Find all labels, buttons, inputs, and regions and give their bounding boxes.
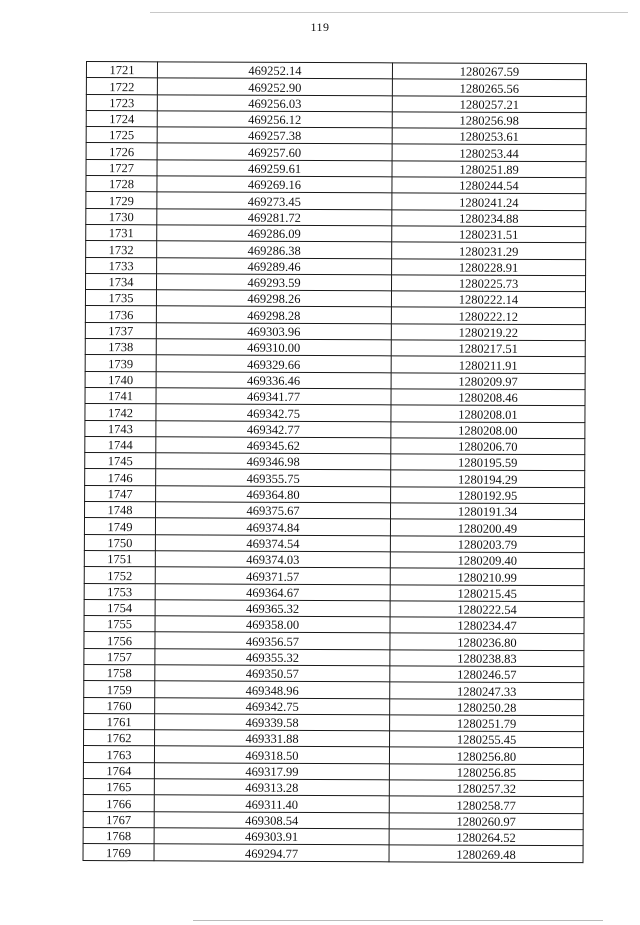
y-coordinate-cell: 1280257.21 (392, 95, 586, 112)
x-coordinate-cell: 469342.77 (156, 420, 391, 437)
point-number-cell: 1739 (85, 355, 156, 372)
y-coordinate-cell: 1280250.28 (390, 698, 584, 715)
y-coordinate-cell: 1280222.54 (390, 601, 584, 618)
point-number-cell: 1761 (84, 713, 155, 730)
x-coordinate-cell: 469331.88 (155, 730, 390, 747)
x-coordinate-cell: 469298.28 (156, 306, 391, 323)
x-coordinate-cell: 469355.32 (155, 648, 390, 665)
x-coordinate-cell: 469345.62 (156, 437, 391, 454)
point-number-cell: 1748 (85, 502, 156, 519)
point-number-cell: 1764 (83, 762, 154, 779)
point-number-cell: 1726 (86, 143, 157, 160)
y-coordinate-cell: 1280208.00 (391, 421, 585, 438)
point-number-cell: 1757 (84, 648, 155, 665)
x-coordinate-cell: 469259.61 (157, 160, 392, 177)
point-number-cell: 1751 (84, 550, 155, 567)
x-coordinate-cell: 469374.54 (155, 534, 390, 551)
y-coordinate-cell: 1280256.98 (392, 112, 586, 129)
x-coordinate-cell: 469364.67 (155, 583, 390, 600)
point-number-cell: 1746 (85, 469, 156, 486)
point-number-cell: 1762 (84, 730, 155, 747)
x-coordinate-cell: 469286.38 (157, 241, 392, 258)
x-coordinate-cell: 469293.59 (157, 274, 392, 291)
point-number-cell: 1745 (85, 453, 156, 470)
y-coordinate-cell: 1280191.34 (391, 503, 585, 520)
y-coordinate-cell: 1280208.01 (391, 405, 585, 422)
x-coordinate-cell: 469257.38 (157, 127, 392, 144)
x-coordinate-cell: 469313.28 (154, 779, 389, 796)
point-number-cell: 1736 (85, 306, 156, 323)
point-number-cell: 1737 (85, 322, 156, 339)
point-number-cell: 1722 (86, 78, 157, 95)
y-coordinate-cell: 1280210.99 (390, 568, 584, 585)
scan-top-edge-line (150, 12, 628, 13)
point-number-cell: 1741 (85, 387, 156, 404)
point-number-cell: 1743 (85, 420, 156, 437)
point-number-cell: 1740 (85, 371, 156, 388)
point-number-cell: 1733 (86, 257, 157, 274)
page-number: 119 (310, 20, 330, 34)
x-coordinate-cell: 469252.90 (157, 78, 392, 95)
y-coordinate-cell: 1280238.83 (390, 650, 584, 667)
x-coordinate-cell: 469318.50 (154, 746, 389, 763)
x-coordinate-cell: 469365.32 (155, 600, 390, 617)
y-coordinate-cell: 1280241.24 (392, 193, 586, 210)
y-coordinate-cell: 1280209.40 (390, 552, 584, 569)
y-coordinate-cell: 1280215.45 (390, 584, 584, 601)
point-number-cell: 1742 (85, 404, 156, 421)
x-coordinate-cell: 469289.46 (157, 257, 392, 274)
y-coordinate-cell: 1280231.29 (392, 242, 586, 259)
y-coordinate-cell: 1280234.47 (390, 617, 584, 634)
point-number-cell: 1738 (85, 339, 156, 356)
y-coordinate-cell: 1280251.79 (390, 715, 584, 732)
point-number-cell: 1732 (86, 241, 157, 258)
point-number-cell: 1730 (86, 208, 157, 225)
x-coordinate-cell: 469317.99 (154, 763, 389, 780)
point-number-cell: 1744 (85, 436, 156, 453)
coordinates-table-body (83, 62, 586, 863)
point-number-cell: 1769 (83, 844, 154, 861)
x-coordinate-cell: 469298.26 (156, 290, 391, 307)
x-coordinate-cell: 469256.03 (157, 94, 392, 111)
x-coordinate-cell: 469348.96 (155, 681, 390, 698)
y-coordinate-cell: 1280253.61 (392, 128, 586, 145)
y-coordinate-cell: 1280258.77 (389, 796, 583, 813)
point-number-cell: 1768 (83, 827, 154, 844)
x-coordinate-cell: 469350.57 (155, 665, 390, 682)
y-coordinate-cell: 1280251.89 (392, 161, 586, 178)
coordinates-table (83, 61, 587, 863)
x-coordinate-cell: 469273.45 (157, 192, 392, 209)
y-coordinate-cell: 1280264.52 (389, 829, 583, 846)
y-coordinate-cell: 1280217.51 (391, 340, 585, 357)
point-number-cell: 1755 (84, 616, 155, 633)
coordinates-table-container (83, 61, 585, 863)
y-coordinate-cell: 1280222.14 (391, 291, 585, 308)
x-coordinate-cell: 469374.03 (155, 551, 390, 568)
point-number-cell: 1721 (86, 62, 157, 79)
x-coordinate-cell: 469371.57 (155, 567, 390, 584)
y-coordinate-cell: 1280225.73 (391, 275, 585, 292)
y-coordinate-cell: 1280260.97 (389, 812, 583, 829)
x-coordinate-cell: 469286.09 (157, 225, 392, 242)
x-coordinate-cell: 469303.91 (154, 828, 389, 845)
y-coordinate-cell: 1280200.49 (390, 519, 584, 536)
point-number-cell: 1749 (84, 518, 155, 535)
y-coordinate-cell: 1280267.59 (392, 63, 586, 80)
point-number-cell: 1767 (83, 811, 154, 828)
y-coordinate-cell: 1280244.54 (392, 177, 586, 194)
x-coordinate-cell: 469346.98 (156, 453, 391, 470)
y-coordinate-cell: 1280208.46 (391, 389, 585, 406)
table-row (83, 844, 583, 862)
x-coordinate-cell: 469310.00 (156, 339, 391, 356)
y-coordinate-cell: 1280195.59 (391, 454, 585, 471)
point-number-cell: 1760 (84, 697, 155, 714)
x-coordinate-cell: 469257.60 (157, 143, 392, 160)
point-number-cell: 1756 (84, 632, 155, 649)
x-coordinate-cell: 469358.00 (155, 616, 390, 633)
point-number-cell: 1731 (86, 224, 157, 241)
y-coordinate-cell: 1280246.57 (390, 666, 584, 683)
point-number-cell: 1725 (86, 127, 157, 144)
y-coordinate-cell: 1280231.51 (392, 226, 586, 243)
point-number-cell: 1754 (84, 599, 155, 616)
y-coordinate-cell: 1280203.79 (390, 535, 584, 552)
x-coordinate-cell: 469374.84 (155, 518, 390, 535)
point-number-cell: 1763 (83, 746, 154, 763)
x-coordinate-cell: 469375.67 (156, 502, 391, 519)
y-coordinate-cell: 1280192.95 (391, 487, 585, 504)
x-coordinate-cell: 469342.75 (155, 697, 390, 714)
point-number-cell: 1752 (84, 567, 155, 584)
x-coordinate-cell: 469364.80 (156, 486, 391, 503)
x-coordinate-cell: 469329.66 (156, 355, 391, 372)
point-number-cell: 1747 (85, 485, 156, 502)
point-number-cell: 1766 (83, 795, 154, 812)
y-coordinate-cell: 1280219.22 (391, 324, 585, 341)
y-coordinate-cell: 1280194.29 (391, 470, 585, 487)
y-coordinate-cell: 1280222.12 (391, 307, 585, 324)
y-coordinate-cell: 1280253.44 (392, 144, 586, 161)
x-coordinate-cell: 469308.54 (154, 811, 389, 828)
point-number-cell: 1753 (84, 583, 155, 600)
x-coordinate-cell: 469303.96 (156, 323, 391, 340)
y-coordinate-cell: 1280228.91 (392, 258, 586, 275)
y-coordinate-cell: 1280265.56 (392, 79, 586, 96)
point-number-cell: 1727 (86, 159, 157, 176)
x-coordinate-cell: 469339.58 (155, 714, 390, 731)
x-coordinate-cell: 469341.77 (156, 388, 391, 405)
x-coordinate-cell: 469281.72 (157, 208, 392, 225)
x-coordinate-cell: 469252.14 (157, 62, 392, 79)
x-coordinate-cell: 469342.75 (156, 404, 391, 421)
point-number-cell: 1729 (86, 192, 157, 209)
point-number-cell: 1734 (86, 273, 157, 290)
point-number-cell: 1735 (85, 290, 156, 307)
point-number-cell: 1750 (84, 534, 155, 551)
y-coordinate-cell: 1280211.91 (391, 356, 585, 373)
point-number-cell: 1765 (83, 779, 154, 796)
x-coordinate-cell: 469355.75 (156, 469, 391, 486)
x-coordinate-cell: 469356.57 (155, 632, 390, 649)
x-coordinate-cell: 469256.12 (157, 111, 392, 128)
point-number-cell: 1723 (86, 94, 157, 111)
y-coordinate-cell: 1280206.70 (391, 438, 585, 455)
y-coordinate-cell: 1280256.85 (389, 764, 583, 781)
point-number-cell: 1759 (84, 681, 155, 698)
y-coordinate-cell: 1280236.80 (390, 633, 584, 650)
y-coordinate-cell: 1280269.48 (389, 845, 583, 862)
x-coordinate-cell: 469336.46 (156, 371, 391, 388)
x-coordinate-cell: 469311.40 (154, 795, 389, 812)
scan-bottom-edge-line (193, 920, 603, 921)
y-coordinate-cell: 1280257.32 (389, 780, 583, 797)
y-coordinate-cell: 1280209.97 (391, 372, 585, 389)
y-coordinate-cell: 1280247.33 (390, 682, 584, 699)
x-coordinate-cell: 469294.77 (154, 844, 389, 861)
x-coordinate-cell: 469269.16 (157, 176, 392, 193)
point-number-cell: 1758 (84, 664, 155, 681)
y-coordinate-cell: 1280255.45 (390, 731, 584, 748)
point-number-cell: 1728 (86, 176, 157, 193)
point-number-cell: 1724 (86, 110, 157, 127)
y-coordinate-cell: 1280234.88 (392, 210, 586, 227)
y-coordinate-cell: 1280256.80 (389, 747, 583, 764)
